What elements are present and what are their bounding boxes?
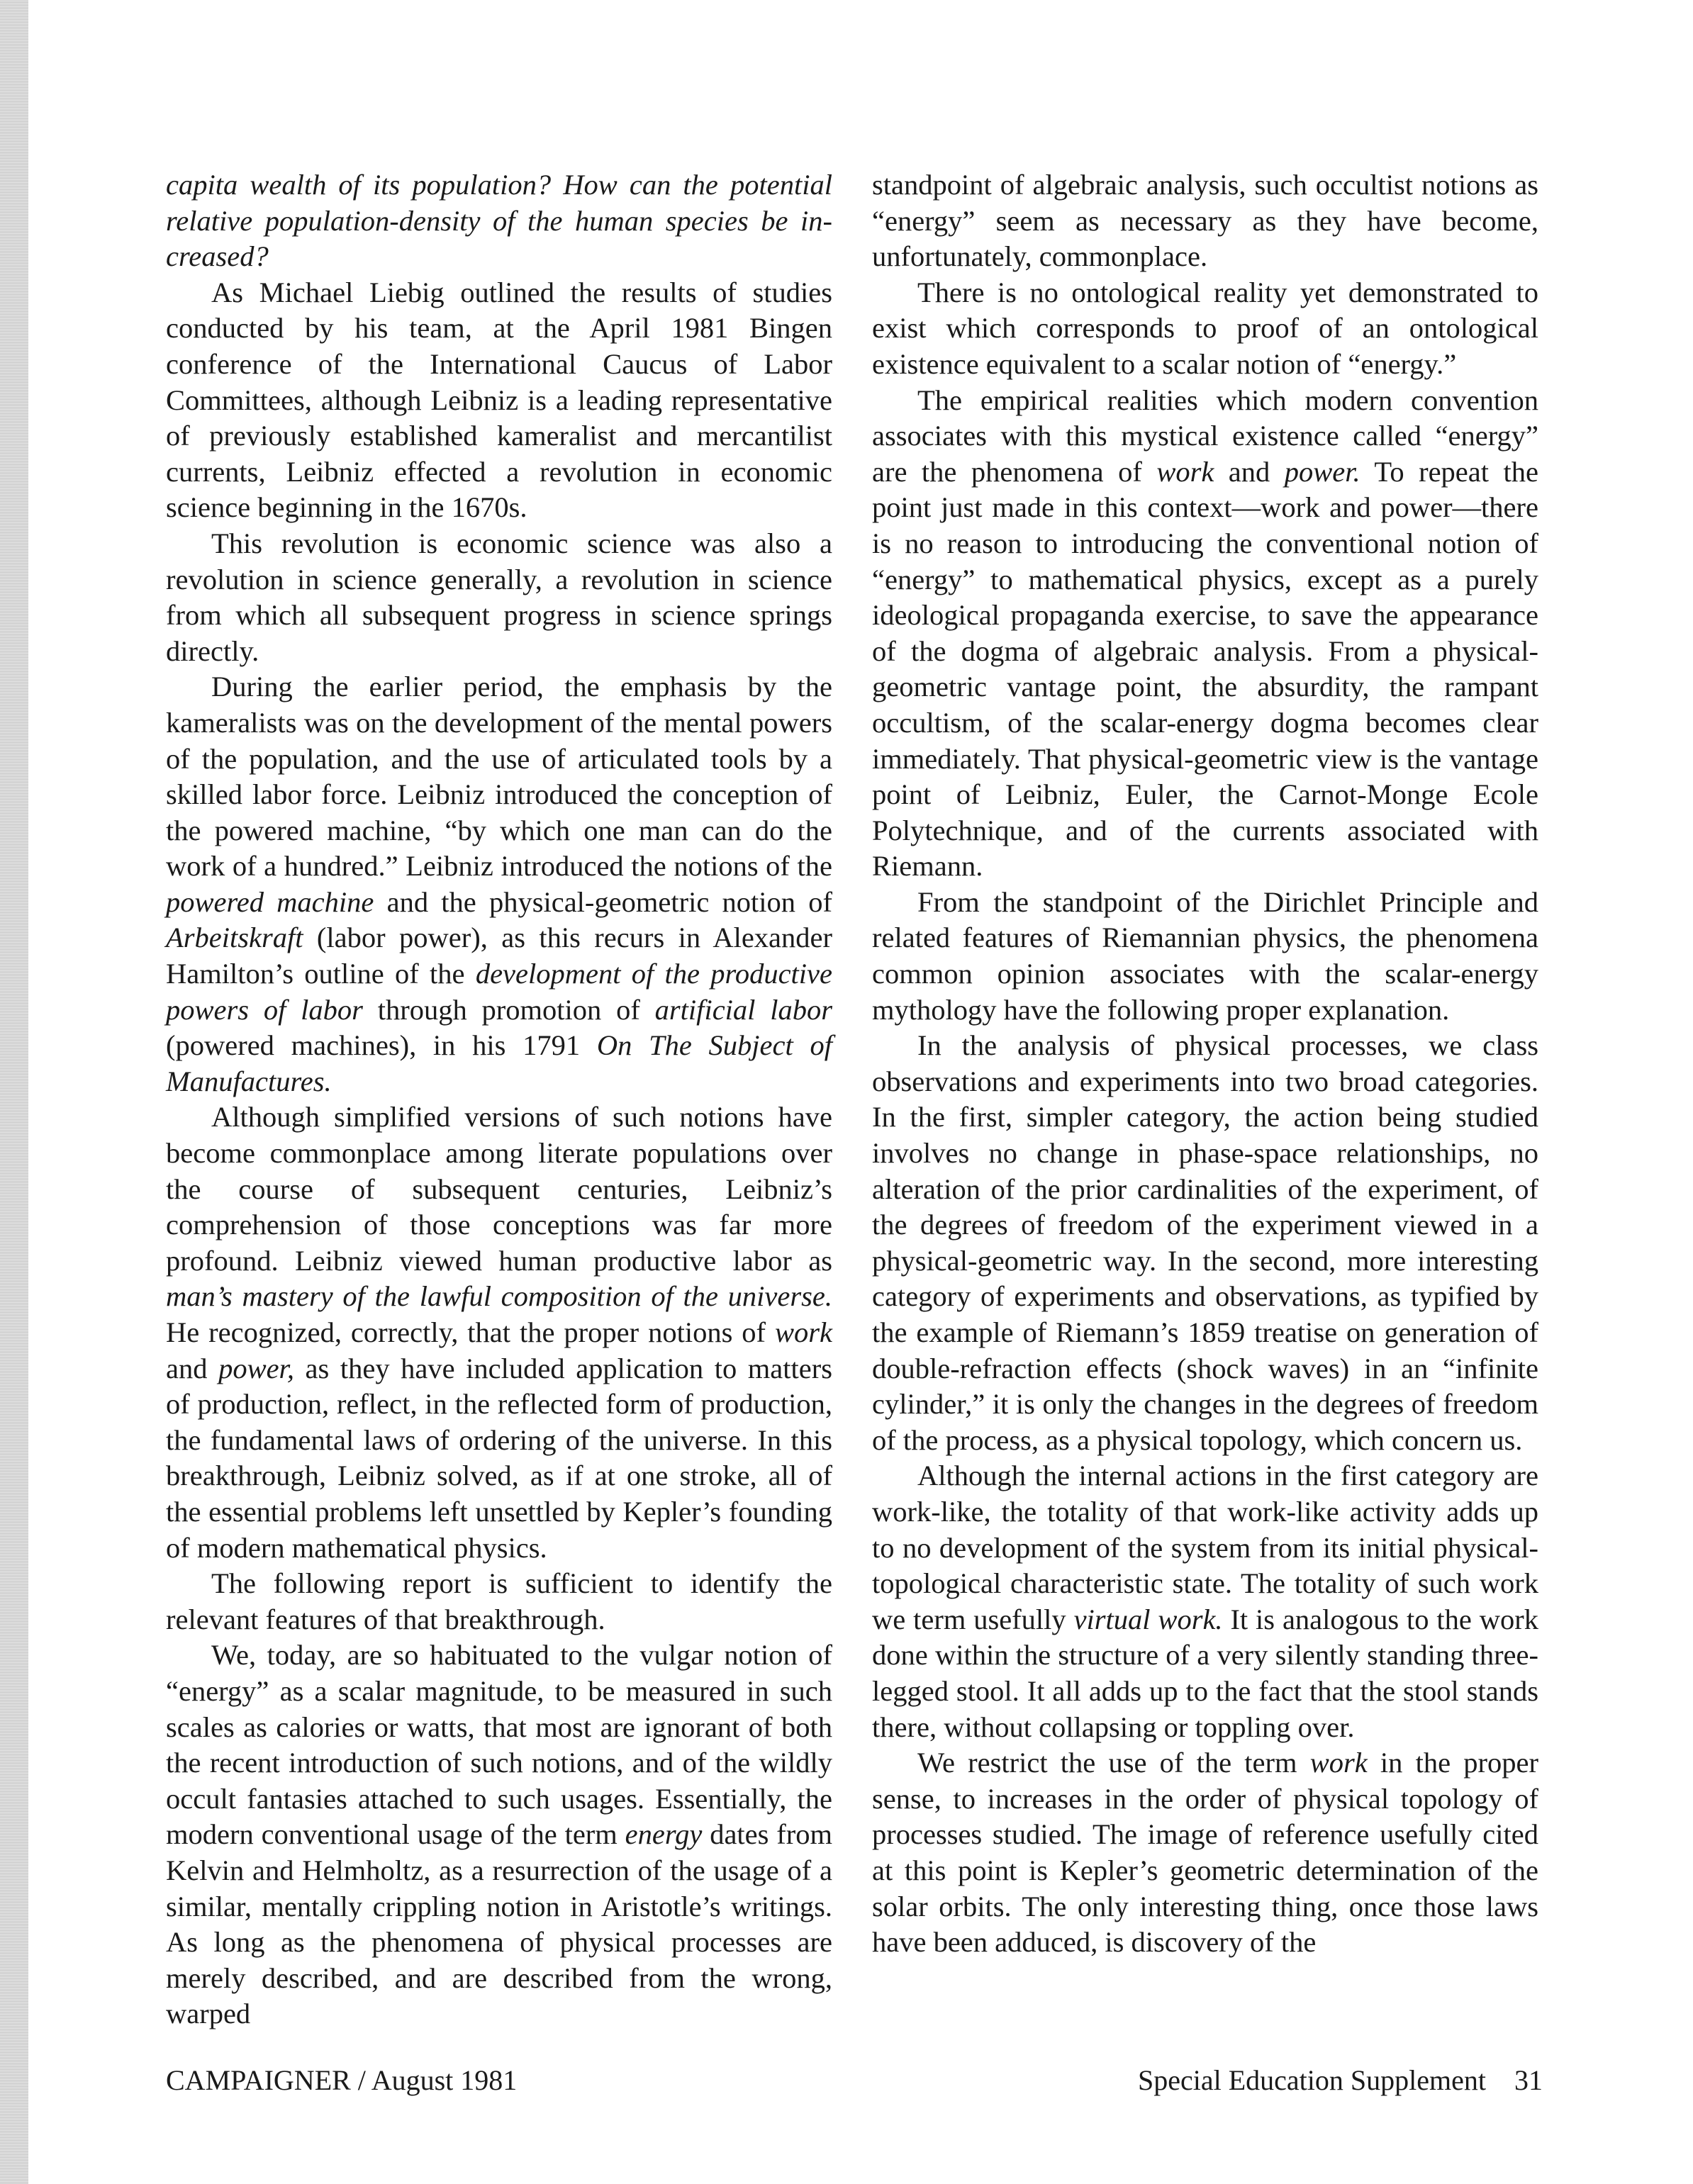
italic-run: powered machine — [166, 885, 374, 918]
italic-run: virtual work. — [1073, 1603, 1223, 1635]
paragraph — [872, 1458, 1538, 1745]
text-run: dates from Kelvin and Helmholtz, as a resurrection of the usage of a similar, mentally crippling notion in Aristotle’s writings. As long as the phenomena of physical processes are merely described, and are described from the wrong, warped — [166, 1818, 832, 2030]
footer-section — [1138, 2063, 1543, 2098]
paragraph — [872, 1745, 1538, 1961]
text-run: We, today, are so habituated to the vulgar notion of “energy” as a scalar magnitude, to be measured in such scales as calories or watts, that most are ignorant of both the recent introduction of such notions, and of the wildly occult fantasies attached to such usages. Essentially, the modern conventional usage of the term — [166, 1639, 832, 1851]
text-run: During the earlier period, the emphasis by the kameralists was on the development of the mental powers of the population, and the use of articulated tools by a skilled labor force. Leibniz introduced the conception of the powered machine, “by which one man can do the work of a hundred.” Leibniz introduced the notions of the — [166, 671, 832, 883]
text-run: (labor power), as this recurs in Alexander Hamilton’s outline of the — [166, 922, 832, 990]
paragraph — [872, 383, 1538, 885]
text-run: (powered machines), in his 1791 — [166, 1029, 597, 1062]
text-run: To repeat the point just made in this context—work and power—there is no reason to introducing the conventional notion of “energy” to mathematical physics, except as a purely ideological propaganda exercise, to save the appearance of the dogma of algebraic analysis. From a physical-geometric vantage point, the absurdity, the rampant occultism, of the scalar-energy dogma becomes clear immediately. That physical-geometric view is the vantage point of Leibniz, Euler, the Carnot-Monge Ecole Polytechnique, and of the currents associated with Riemann. — [872, 455, 1538, 883]
italic-run: work — [1309, 1747, 1368, 1779]
italic-run: power, — [218, 1352, 294, 1384]
text-run: We restrict the use of the term — [917, 1747, 1310, 1779]
italic-run: artificial labor — [654, 993, 833, 1026]
paragraph — [166, 1637, 832, 2032]
italic-run: energy — [625, 1818, 703, 1851]
text-column-left — [166, 167, 832, 2032]
text-run: Although the internal actions in the first category are work-like, the totality of that work-like activity adds up to no development of the system from its initial physical-topological characteristic state. The totality of such work we term usefully — [872, 1460, 1538, 1635]
text-run: and — [166, 1352, 219, 1384]
footer-section-title: Special Education Supplement — [1138, 2064, 1486, 2096]
italic-run: power. — [1284, 455, 1360, 488]
paragraph — [166, 669, 832, 1099]
paragraph: There is no ontological reality yet demonstrated to exist which corresponds to proof of an ontological existence equivalent to a scalar notion of “energy.” — [872, 276, 1538, 380]
page-number: 31 — [1514, 2064, 1543, 2096]
footer-publication: CAMPAIGNER / August 1981 — [166, 2064, 518, 2096]
text-run: and the physical-geometric notion of — [374, 885, 832, 918]
italic-run: Arbeitskraft — [166, 922, 303, 954]
italic-run: development of the productive powers of labor — [166, 958, 832, 1026]
text-run: in the proper sense, to increases in the order of physical topology of processes studied. The image of reference usefully cited at this point is Kepler’s geometric determination of the solar orbits. The only interesting thing, once those laws have been adduced, is discovery of the — [872, 1747, 1538, 1959]
scan-page-edge — [0, 0, 28, 2184]
italic-run: On The Subject of Manufactures. — [166, 1029, 832, 1097]
italic-run: man’s mastery of the lawful composition of the universe. — [166, 1280, 832, 1313]
text-run: as they have included application to matters of production, reflect, in the reflected form of production, the fundamental laws of ordering of the universe. In this breakthrough, Leibniz solved, as if at one stroke, all of the essential problems left unsettled by Kepler’s founding of modern mathematical physics. — [166, 1352, 832, 1564]
paragraph: standpoint of algebraic analysis, such occultist notions as “energy” seem as necessary as they have become, unfortunately, commonplace. — [872, 169, 1538, 273]
text-run: Although simplified versions of such notions have become commonplace among literate populations over the course of subsequent centuries, Leibniz’s comprehension of those conceptions was far more profound. Leibniz viewed human productive labor as — [166, 1101, 832, 1277]
paragraph — [166, 1099, 832, 1566]
paragraph: This revolution is economic science was also a revolution in science generally, a revolution in science from which all subsequent progress in science springs directly. — [166, 527, 832, 667]
text-run: The empirical realities which modern convention associates with this mystical existence called “energy” are the phenomena of — [872, 383, 1538, 488]
italic-run: work — [1156, 455, 1214, 488]
paragraph: In the analysis of physical processes, we class observations and experiments into two broad categories. In the first, simpler category, the action being studied involves no change in phase-space relationships, no alteration of the prior cardinalities of the experiment, of the degrees of freedom of the experiment viewed in a physical-geometric way. In the second, more interesting category of experiments and observations, as typified by the example of Riemann’s 1859 treatise on generation of double-refraction effects (shock waves) in an “infinite cylinder,” it is only the changes in the degrees of freedom of the process, as a physical topology, which concern us. — [872, 1029, 1538, 1456]
paragraph: capita wealth of its population? How can the potential relative population-density of the human species be increased? — [166, 169, 832, 273]
italic-run: work — [775, 1316, 832, 1348]
paragraph: As Michael Liebig outlined the results of studies conducted by his team, at the April 1981 Bingen conference of the International Caucus of Labor Committees, although Leibniz is a leading representative of previously established kameralist and mercantilist currents, Leibniz effected a revolution in economic science beginning in the 1670s. — [166, 276, 832, 524]
text-run: and — [1214, 455, 1285, 488]
text-run: through promotion of — [362, 993, 655, 1026]
paragraph: The following report is sufficient to identify the relevant features of that breakthrough. — [166, 1567, 832, 1635]
text-run: It is analogous to the work done within the structure of a very silently standing three-legged stool. It all adds up to the fact that the stool stands there, without collapsing or toppling over. — [872, 1603, 1539, 1743]
text-run: He recognized, correctly, that the proper notions of — [166, 1316, 775, 1348]
paragraph: From the standpoint of the Dirichlet Principle and related features of Riemannian physics, the phenomena common opinion associates with the scalar-energy mythology have the following proper explanation. — [872, 885, 1538, 1026]
text-column-right — [872, 167, 1538, 1961]
